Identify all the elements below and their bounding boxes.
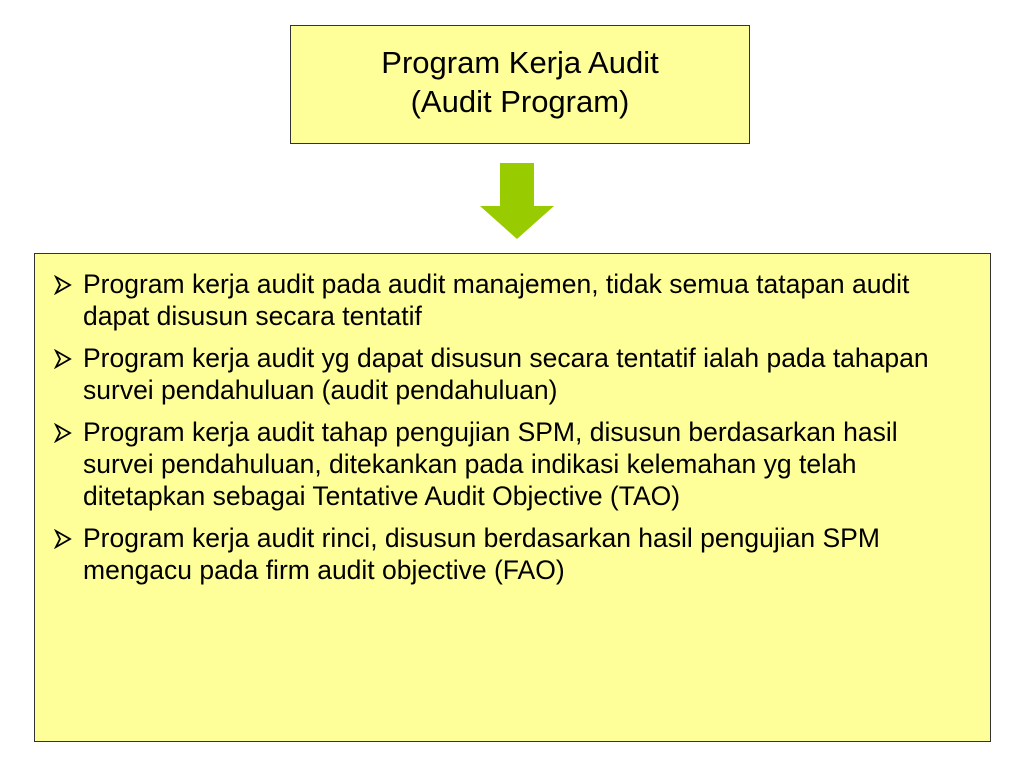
bullet-text: Program kerja audit rinci, disusun berdasarkan hasil pengujian SPM mengacu pada firm audit objective (FAO): [83, 523, 880, 585]
bullet-item: [47, 522, 970, 586]
bullet-text: Program kerja audit yg dapat disusun secara tentatif ialah pada tahapan survei pendahuluan (audit pendahuluan): [83, 343, 929, 405]
bullet-item: [47, 268, 970, 332]
bullet-item: [47, 416, 970, 512]
arrowhead-bullet-icon: [53, 423, 73, 443]
arrowhead-bullet-icon: [53, 529, 73, 549]
arrowhead-bullet-icon: [53, 349, 73, 369]
bullet-item: [47, 342, 970, 406]
title-line-2: (Audit Program): [410, 83, 630, 119]
content-box: [34, 253, 991, 742]
bullet-text: Program kerja audit tahap pengujian SPM, disusun berdasarkan hasil survei pendahuluan, ditekankan pada indikasi kelemahan yg telah ditetapkan sebagai Tentative Audit Objective (TAO): [83, 417, 898, 511]
title-box: [290, 25, 750, 144]
down-arrow-icon: [480, 163, 554, 239]
bullet-text: Program kerja audit pada audit manajemen, tidak semua tatapan audit dapat disusun secara tentatif: [83, 269, 910, 331]
arrowhead-bullet-icon: [53, 275, 73, 295]
title-line-1: Program Kerja Audit: [381, 44, 659, 80]
bullet-list: [47, 268, 970, 586]
